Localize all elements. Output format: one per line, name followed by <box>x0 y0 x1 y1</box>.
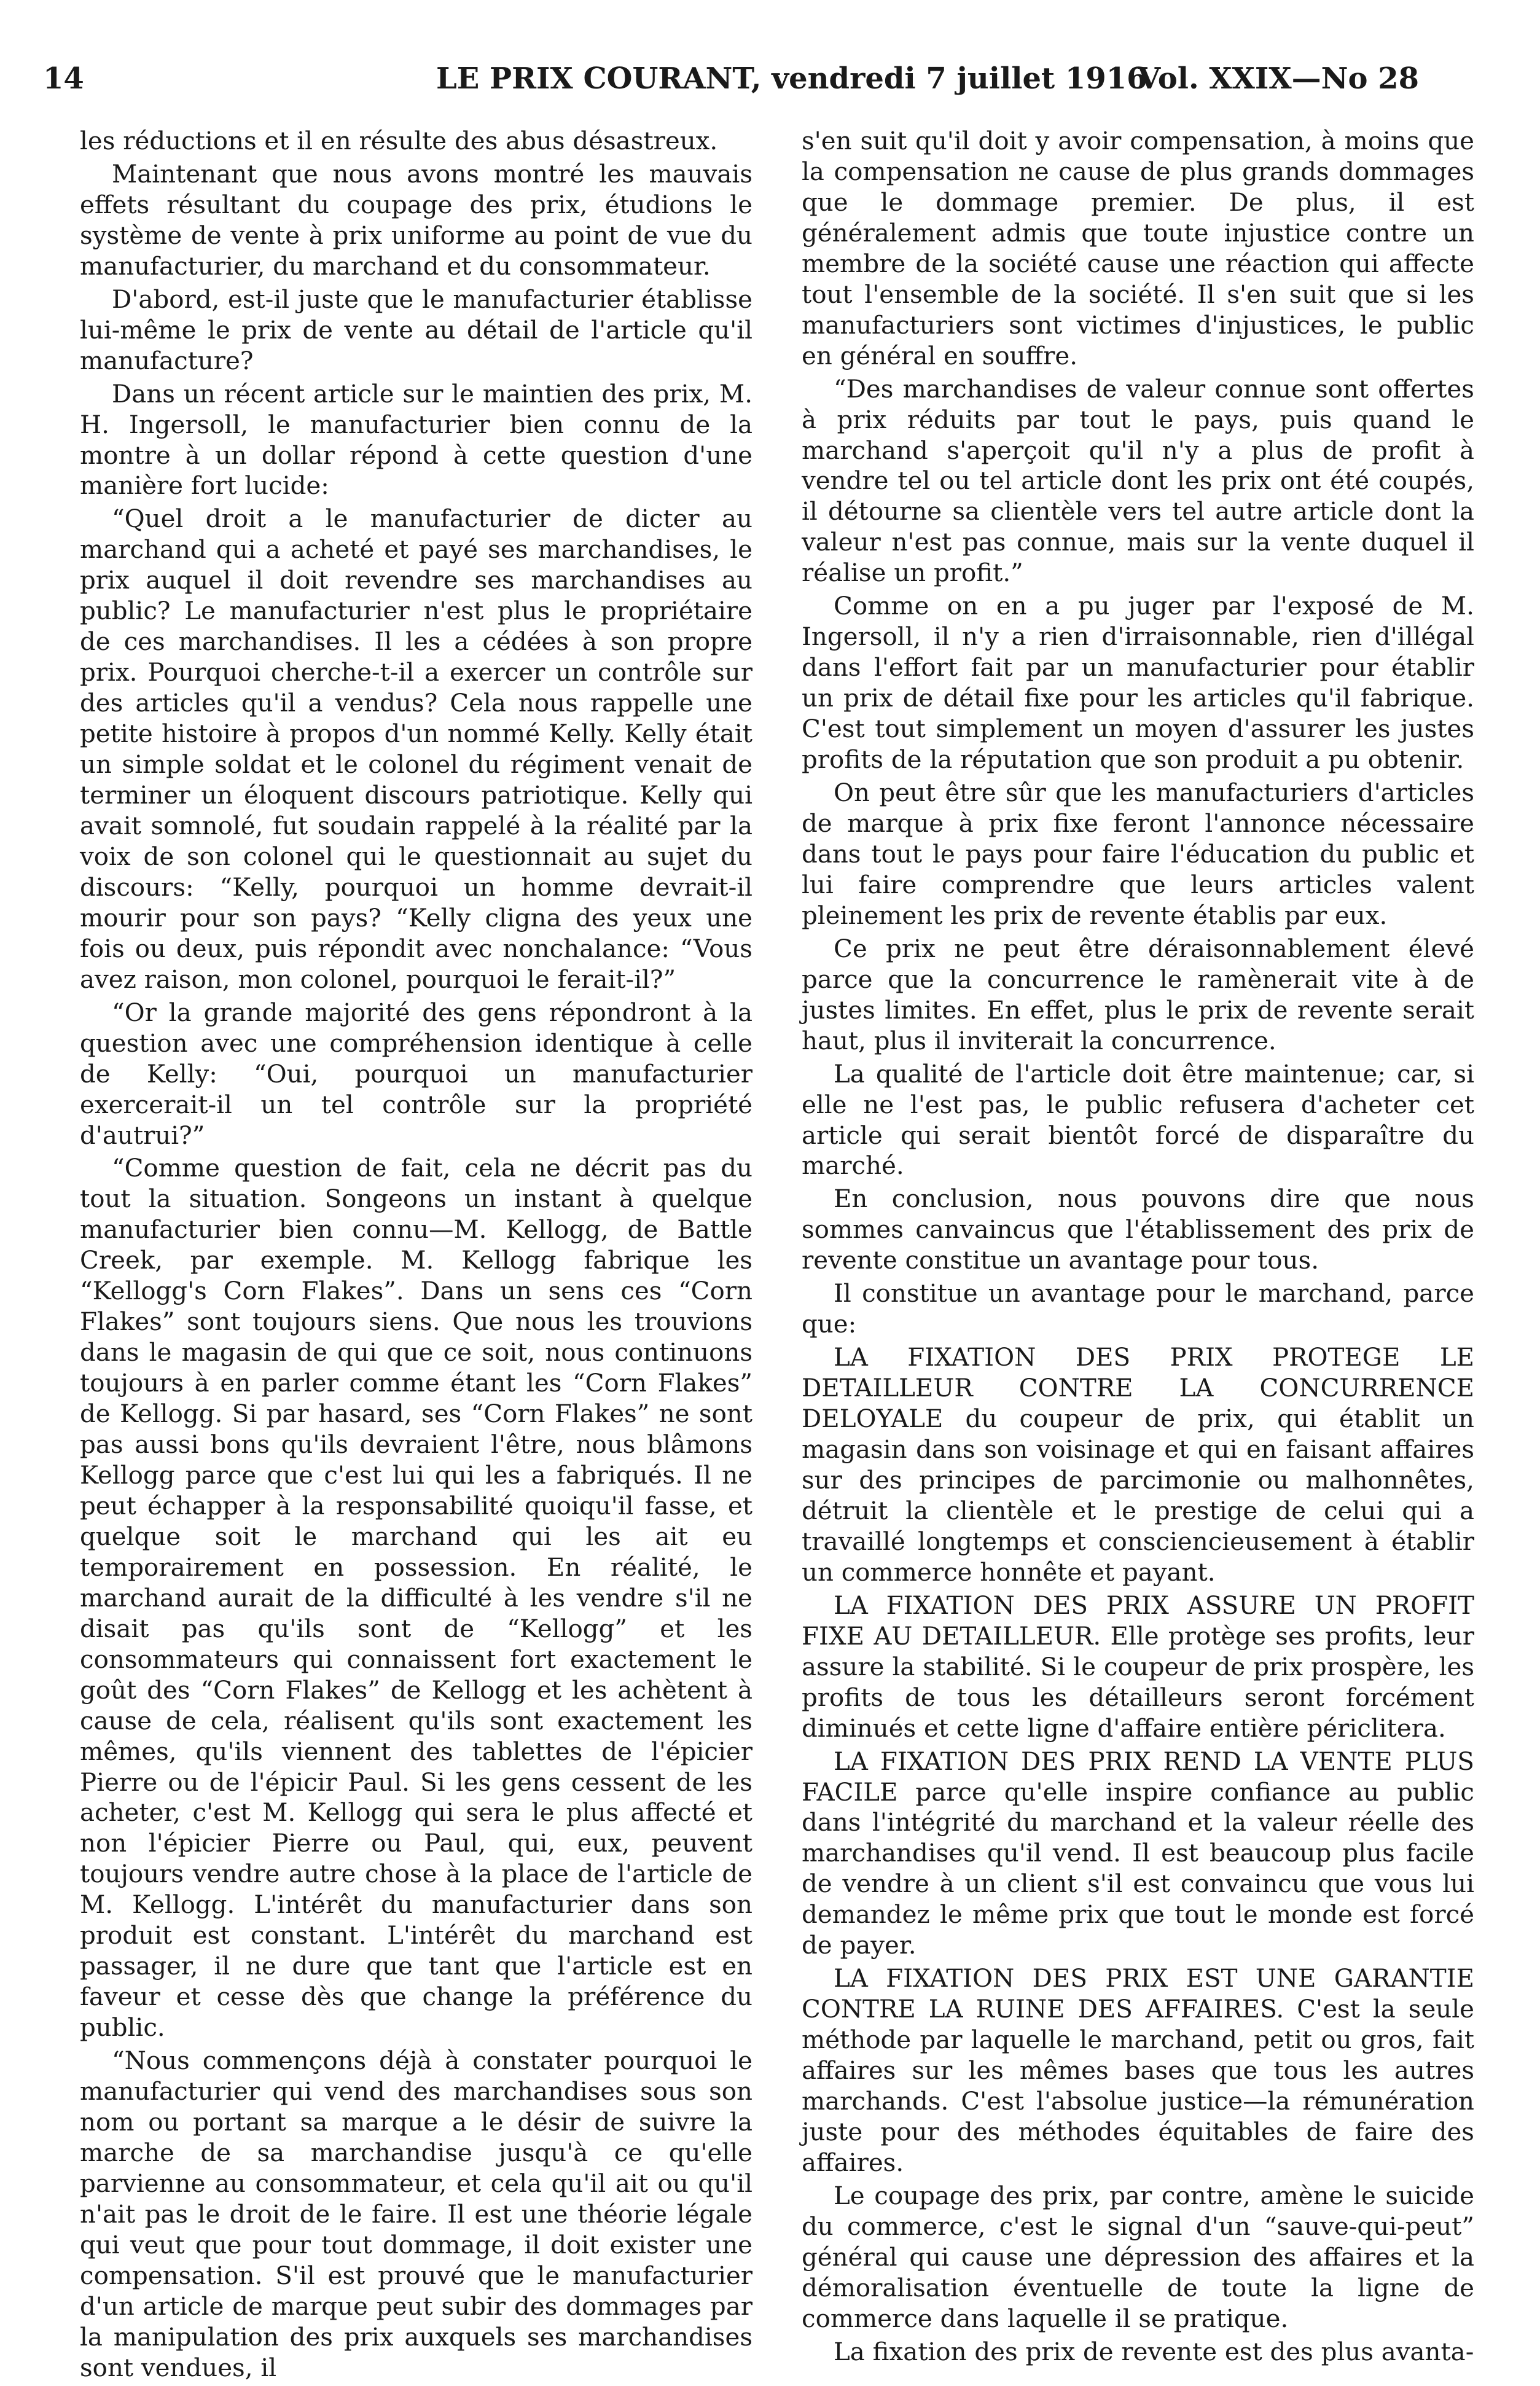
paragraph: La qualité de l'article doit être maintenue; car, si elle ne l'est pas, le public refusera d'acheter cet article qui serait bientôt forcé de disparaître du marché. <box>802 1059 1474 1181</box>
paragraph: “Or la grande majorité des gens répondront à la question avec une compréhension identique à celle de Kelly: “Oui, pourquoi un manufacturier exercerait-il un tel contrôle sur la propriété d'autrui?” <box>80 998 752 1150</box>
paragraph: En conclusion, nous pouvons dire que nous sommes canvaincus que l'établissement des prix de revente constitue un avantage pour tous. <box>802 1184 1474 1275</box>
paragraph: LA FIXATION DES PRIX REND LA VENTE PLUS FACILE parce qu'elle inspire confiance au public dans l'intégrité du marchand et la valeur réelle des marchandises qu'il vend. Il est beaucoup plus facile de vendre à un client s'il est convaincu que vous lui demandez le même prix que tout le monde est forcé de payer. <box>802 1746 1474 1960</box>
page-number: 14 <box>43 61 84 96</box>
paragraph: les réductions et il en résulte des abus désastreux. <box>80 127 718 155</box>
paragraph: Maintenant que nous avons montré les mauvais effets résultant du coupage des prix, étudions le système de vente à prix uniforme au point de vue du manufacturier, du marchand et du consommateur. <box>80 159 752 281</box>
paragraph: Comme on en a pu juger par l'exposé de M. Ingersoll, il n'y a rien d'irraisonnable, rien d'illégal dans l'effort fait par un manufacturier pour établir un prix de détail fixe pour les articles qu'il fabrique. C'est tout simplement un moyen d'assurer les justes profits de la réputation que son produit a pu obtenir. <box>802 592 1474 775</box>
right-column <box>802 126 1474 2370</box>
left-column <box>80 126 752 2386</box>
paragraph: D'abord, est-il juste que le manufacturier établisse lui-même le prix de vente au détail de l'article qu'il manufacture? <box>80 284 752 375</box>
paragraph: “Nous commençons déjà à constater pourquoi le manufacturier qui vend des marchandises sous son nom ou portant sa marque a le désir de suivre la marche de sa marchandise jusqu'à ce qu'elle parvienne au consommateur, et cela qu'il ait ou qu'il n'ait pas le droit de le faire. Il est une théorie légale qui veut que pour tout dommage, il doit exister une compensation. S'il est prouvé que le manufacturier d'un article de marque peut subir des dommages par la manipulation des prix auxquels ses marchandises sont vendues, il <box>80 2046 752 2382</box>
paragraph: LA FIXATION DES PRIX PROTEGE LE DETAILLEUR CONTRE LA CONCURRENCE DELOYALE du coupeur de prix, qui établit un magasin dans son voisinage et qui en faisant affaires sur des principes de parcimonie ou malhonnêtes, détruit la clientèle et le prestige de celui qui a travaillé longtemps et consciencieusement à établir un commerce honnête et payant. <box>802 1343 1474 1587</box>
paragraph: s'en suit qu'il doit y avoir compensation, à moins que la compensation ne cause de plus grands dommages que le dommage premier. De plus, il est généralement admis que toute injustice contre un membre de la société cause une réaction qui affecte tout l'ensemble de la société. Il s'en suit que si les manufacturiers sont victimes d'injustices, le public en général en souffre. <box>802 127 1474 370</box>
paragraph: Il constitue un avantage pour le marchand, parce que: <box>802 1279 1474 1339</box>
paragraph: LA FIXATION DES PRIX ASSURE UN PROFIT FIXE AU DETAILLEUR. Elle protège ses profits, leur assure la stabilité. Si le coupeur de prix prospère, les profits de tous les détailleurs seront forcément diminués et cette ligne d'affaire entière périclitera. <box>802 1590 1474 1743</box>
volume-number: Vol. XXIX—No 28 <box>1137 61 1419 96</box>
paragraph: La fixation des prix de revente est des plus avanta- <box>834 2337 1474 2366</box>
paragraph: “Comme question de fait, cela ne décrit pas du tout la situation. Songeons un instant à quelque manufacturier bien connu—M. Kellogg, de Battle Creek, par exemple. M. Kellogg fabrique les “Kellogg's Corn Flakes”. Dans un sens ces “Corn Flakes” sont toujours siens. Que nous les trouvions dans le magasin de qui que ce soit, nous continuons toujours à en parler comme étant les “Corn Flakes” de Kellogg. Si par hasard, ses “Corn Flakes” ne sont pas aussi bons qu'ils devraient l'être, nous blâmons Kellogg parce que c'est lui qui les a fabriqués. Il ne peut échapper à la responsabilité quoiqu'il fasse, et quelque soit le marchand qui les ait eu temporairement en possession. En réalité, le marchand aurait de la difficulté à les vendre s'il ne disait pas qu'ils sont de “Kellogg” et les consommateurs qui connaissent fort exactement le goût des “Corn Flakes” de Kellogg et les achètent à cause de cela, réalisent qu'ils sont exactement les mêmes, qu'ils viennent des tablettes de l'épicier Pierre ou de l'épicir Paul. Si les gens cessent de les acheter, c'est M. Kellogg qui sera le plus affecté et non l'épicier Pierre ou Paul, qui, eux, peuvent toujours vendre autre chose à la place de l'article de M. Kellogg. L'intérêt du manufacturier dans son produit est constant. L'intérêt du marchand est passager, il ne dure que tant que l'article est en faveur et cesse dès que change la préférence du public. <box>80 1154 752 2043</box>
paragraph: Ce prix ne peut être déraisonnablement élevé parce que la concurrence le ramènerait vite à de justes limites. En effet, plus le prix de revente serait haut, plus il inviterait la concurrence. <box>802 934 1474 1055</box>
paragraph: “Des marchandises de valeur connue sont offertes à prix réduits par tout le pays, puis quand le marchand s'aperçoit qu'il n'y a plus de profit à vendre tel ou tel article dont les prix ont été coupés, il détourne sa clientèle vers tel autre article dont la valeur n'est pas connue, mais sur la vente duquel il réalise un profit.” <box>802 374 1474 588</box>
paragraph: LA FIXATION DES PRIX EST UNE GARANTIE CONTRE LA RUINE DES AFFAIRES. C'est la seule méthode par laquelle le marchand, petit ou gros, fait affaires sur les mêmes bases que tous les autres marchands. C'est l'absolue justice—la rémunération juste pour des méthodes équitables de faire des affaires. <box>802 1964 1474 2177</box>
page-header <box>43 61 1419 111</box>
paragraph: Dans un récent article sur le maintien des prix, M. H. Ingersoll, le manufacturier bien connu de la montre à un dollar répond à cette question d'une manière fort lucide: <box>80 379 752 501</box>
paragraph: Le coupage des prix, par contre, amène le suicide du commerce, c'est le signal d'un “sauve-qui-peut” général qui cause une dépression des affaires et la démoralisation éventuelle de toute la ligne de commerce dans laquelle il se pratique. <box>802 2181 1474 2333</box>
paragraph: “Quel droit a le manufacturier de dicter au marchand qui a acheté et payé ses marchandises, le prix auquel il doit revendre ses marchandises au public? Le manufacturier n'est plus le propriétaire de ces marchandises. Il les a cédées à son propre prix. Pourquoi cherche-t-il a exercer un contrôle sur des articles qu'il a vendus? Cela nous rappelle une petite histoire à propos d'un nommé Kelly. Kelly était un simple soldat et le colonel du régiment venait de terminer un éloquent discours patriotique. Kelly qui avait somnolé, fut soudain rappelé à la réalité par la voix de son colonel qui le questionnait au sujet du discours: “Kelly, pourquoi un homme devrait-il mourir pour son pays? “Kelly cligna des yeux une fois ou deux, puis répondit avec nonchalance: “Vous avez raison, mon colonel, pourquoi le ferait-il?” <box>80 504 752 994</box>
paragraph: On peut être sûr que les manufacturiers d'articles de marque à prix fixe feront l'annonce nécessaire dans tout le pays pour faire l'éducation du public et lui faire comprendre que leurs articles valent pleinement les prix de revente établis par eux. <box>802 778 1474 930</box>
newspaper-title: LE PRIX COURANT, vendredi 7 juillet 1916 <box>436 61 1147 96</box>
